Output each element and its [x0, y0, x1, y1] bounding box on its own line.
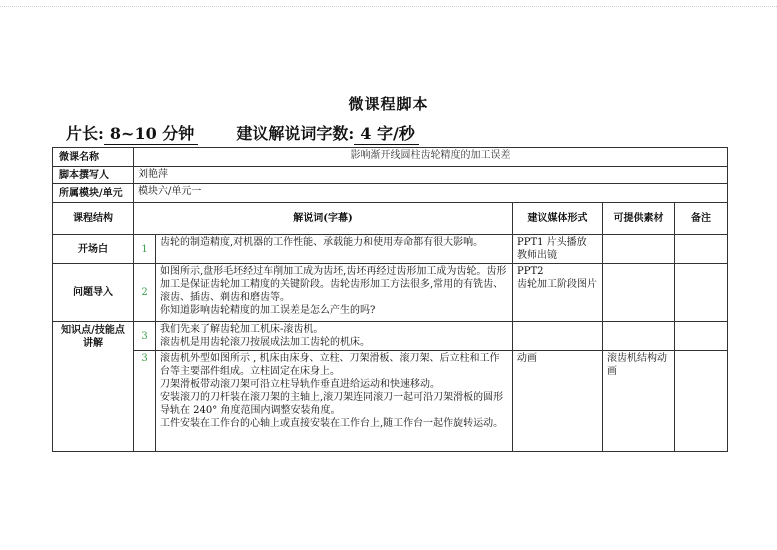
header-row	[53, 203, 728, 235]
narration-line: 齿轮的制造精度,对机器的工作性能、承载能力和使用寿命都有很大影响。	[160, 237, 484, 248]
header-material: 可提供素材	[603, 203, 675, 235]
length-label: 片长:	[66, 124, 104, 143]
row-number: 1	[134, 235, 156, 264]
header-notes: 备注	[675, 203, 728, 235]
header-structure: 课程结构	[53, 203, 134, 235]
header-narration: 解说词(字幕)	[134, 203, 513, 235]
narration-line: 滚齿机是用齿轮滚刀按展成法加工齿轮的机床。	[160, 337, 370, 348]
document-subtitle	[66, 121, 419, 145]
rate-label: 建议解说词字数:	[236, 124, 355, 143]
media-line: PPT2	[517, 266, 544, 277]
narration-line: 工件安装在工作台的心轴上或直接安装在工作台上,随工作台一起作旋转运动。	[160, 418, 504, 429]
narration-line: 滚齿机外型如图所示 , 机床由床身、立柱、刀架滑板、滚刀架、后立柱和工作台等主要部件组成。立柱固定在床身上。	[160, 353, 500, 377]
notes-cell	[675, 264, 728, 322]
author-label: 脚本撰写人	[53, 167, 134, 184]
row-number: 3	[134, 322, 156, 351]
media-cell	[513, 235, 603, 264]
page-top-border	[0, 6, 777, 7]
media-line: 教师出镜	[517, 250, 557, 261]
table-row	[53, 351, 728, 452]
course-name-label: 微课名称	[53, 148, 134, 167]
notes-cell	[675, 322, 728, 351]
media-cell	[513, 264, 603, 322]
narration-line: 我们先来了解齿轮加工机床-滚齿机。	[160, 324, 324, 335]
narration-line: 如图所示,盘形毛坯经过车削加工成为齿坯,齿坯再经过齿形加工成为齿轮。齿形加工是保证齿轮加工精度的关键阶段。齿轮齿形加工方法很多,常用的有铣齿、滚齿、插齿、剃齿和磨齿等。	[160, 266, 507, 303]
media-line: 齿轮加工阶段图片	[517, 279, 597, 290]
row-number: 3	[134, 351, 156, 452]
info-row-course-name	[53, 148, 728, 167]
media-cell	[513, 322, 603, 351]
section-label: 开场白	[53, 235, 134, 264]
header-media: 建议媒体形式	[513, 203, 603, 235]
module-label: 所属模块/单元	[53, 184, 134, 203]
narration-cell	[156, 351, 513, 452]
document-title: 微课程脚本	[348, 95, 429, 113]
script-table	[52, 147, 728, 452]
narration-line: 安装滚刀的刀杆装在滚刀架的主轴上,滚刀架连同滚刀一起可沿刀架滑板的圆形导轨在 240° 角度范围内调整安装角度。	[160, 392, 504, 416]
row-number: 2	[134, 264, 156, 322]
media-line: 动画	[517, 353, 537, 364]
course-name-value: 影响渐开线圆柱齿轮精度的加工误差	[134, 148, 728, 167]
narration-line: 你知道影响齿轮精度的加工误差是怎么产生的吗?	[160, 305, 376, 316]
narration-cell	[156, 235, 513, 264]
module-value: 模块六/单元一	[134, 184, 728, 203]
material-cell: 滚齿机结构动画	[603, 351, 675, 452]
author-value: 刘艳萍	[134, 167, 728, 184]
notes-cell	[675, 351, 728, 452]
material-cell	[603, 322, 675, 351]
media-cell	[513, 351, 603, 452]
info-row-author	[53, 167, 728, 184]
table-row	[53, 264, 728, 322]
narration-line: 刀架滑板带动滚刀架可沿立柱导轨作垂直进给运动和快速移动。	[160, 379, 440, 390]
section-label: 知识点/技能点讲解	[53, 322, 134, 452]
notes-cell	[675, 235, 728, 264]
narration-cell	[156, 322, 513, 351]
material-cell	[603, 264, 675, 322]
rate-value: 4 字/秒	[354, 121, 419, 145]
narration-cell	[156, 264, 513, 322]
material-cell	[603, 235, 675, 264]
length-value: 8~10 分钟	[104, 121, 198, 145]
info-row-module	[53, 184, 728, 203]
section-label: 问题导入	[53, 264, 134, 322]
table-row	[53, 235, 728, 264]
media-line: PPT1 片头播放	[517, 237, 587, 248]
table-row	[53, 322, 728, 351]
